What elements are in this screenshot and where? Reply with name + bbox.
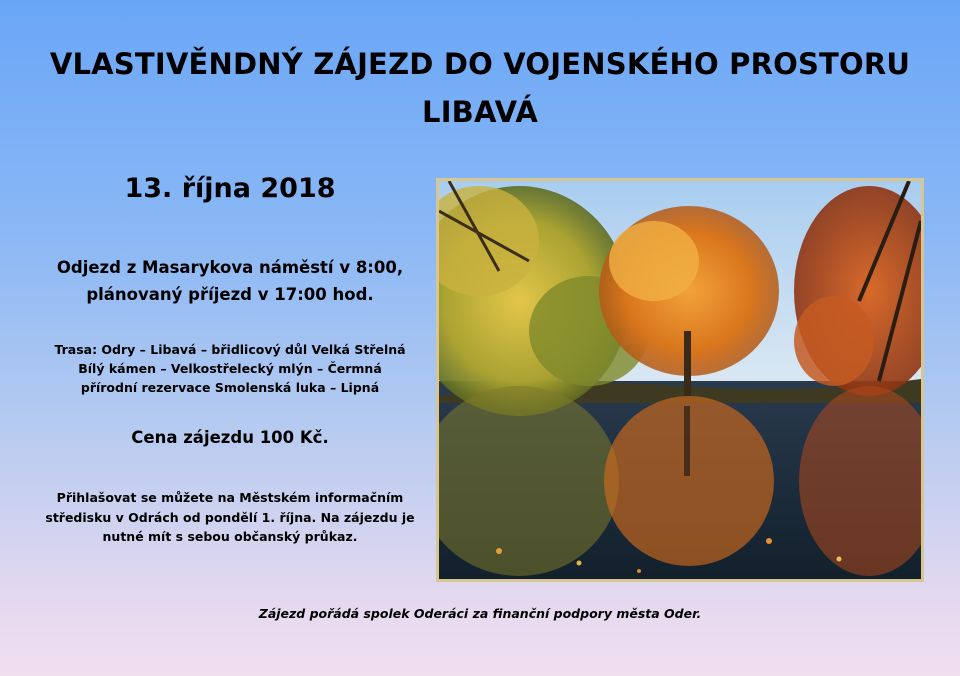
- poster-title: [0, 40, 960, 136]
- signup-line-3: nutné mít s sebou občanský průkaz.: [102, 529, 358, 544]
- price-info: Cena zájezdu 100 Kč.: [131, 428, 329, 447]
- signup-line-2: středisku v Odrách od pondělí 1. října. Na zájezdu je: [45, 509, 415, 525]
- autumn-pond-photo: [436, 178, 924, 582]
- route-info: [30, 340, 430, 397]
- route-line-2: Bílý kámen – Velkostřelecký mlýn – Čermná: [78, 361, 382, 376]
- event-date: 13. října 2018: [124, 173, 336, 204]
- signup-info: [30, 488, 430, 547]
- title-line-2: LIBAVÁ: [422, 95, 538, 129]
- title-line-1: VLASTIVĚNDNÝ ZÁJEZD DO VOJENSKÉHO PROSTORU: [49, 47, 911, 81]
- departure-info: [30, 254, 430, 308]
- signup-line-1: Přihlašovat se můžete na Městském informačním: [56, 490, 404, 505]
- route-line-1: Trasa: Odry – Libavá – břidlicový důl Velká Střelná: [54, 342, 406, 357]
- autumn-pond-illustration: [439, 181, 921, 579]
- organizer-footer: Zájezd pořádá spolek Oderáci za finanční podpory města Oder.: [258, 606, 702, 621]
- route-line-3: přírodní rezervace Smolenská luka – Lipná: [80, 380, 380, 395]
- departure-line-2: plánovaný příjezd v 17:00 hod.: [86, 285, 374, 304]
- departure-line-1: Odjezd z Masarykova náměstí v 8:00,: [56, 258, 404, 277]
